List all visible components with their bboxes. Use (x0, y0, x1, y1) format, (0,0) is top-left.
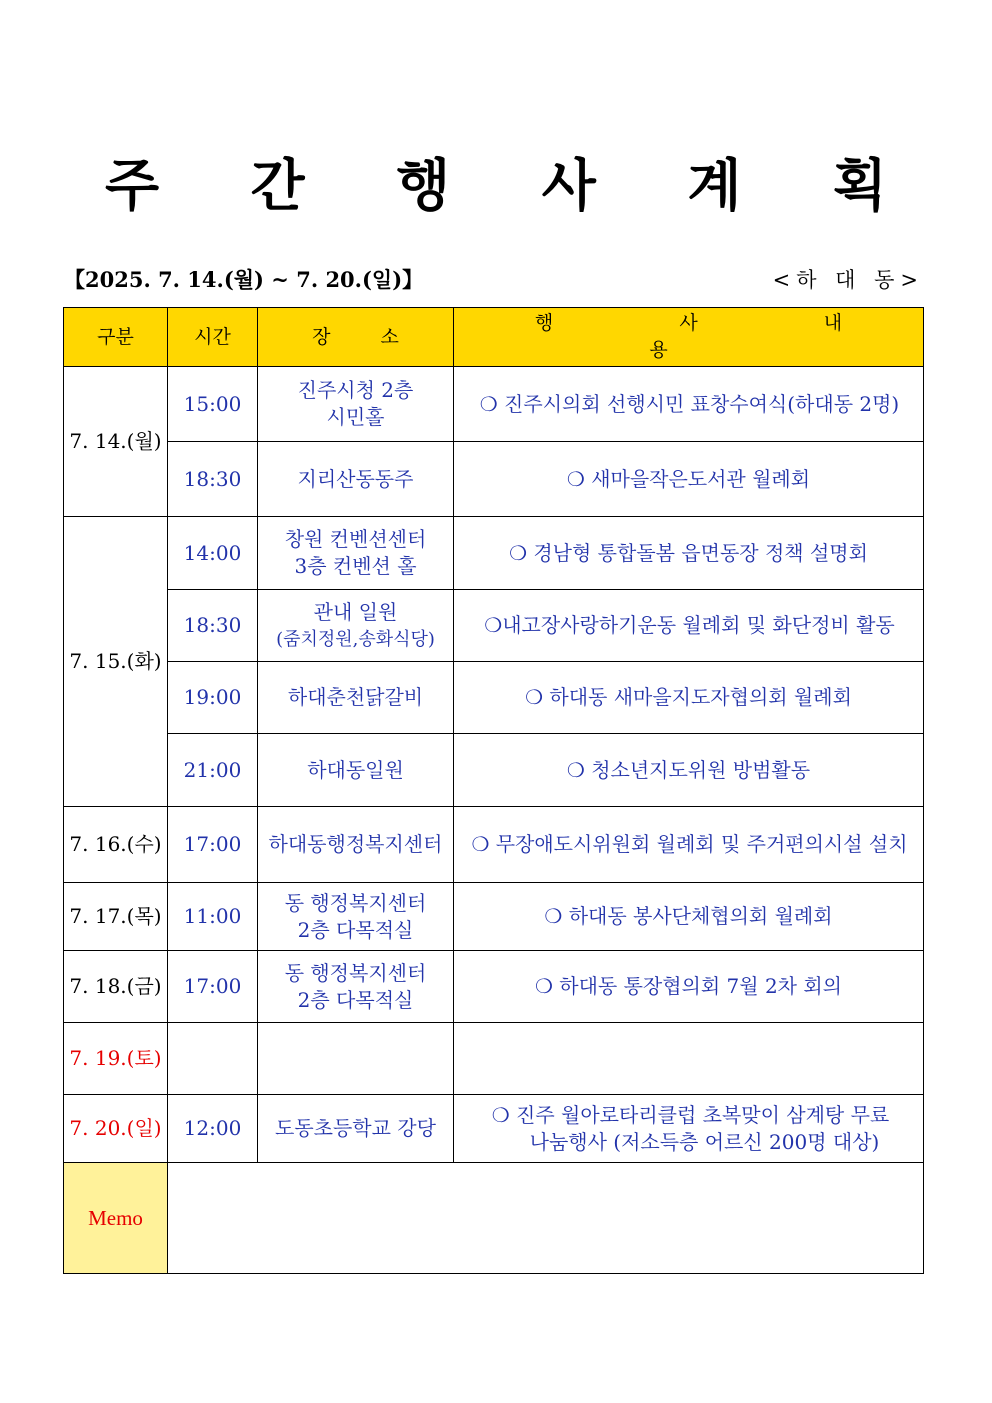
time-cell: 11:00 (168, 883, 258, 951)
day-cell: 7. 16.(수) (64, 807, 168, 883)
place-cell (258, 662, 454, 734)
place-cell (258, 1095, 454, 1163)
place-line: (줌치정원,송화식당) (276, 628, 435, 650)
table-row (64, 734, 924, 807)
place-line: 시민홀 (326, 405, 385, 429)
table-row (64, 807, 924, 883)
time-cell: 19:00 (168, 662, 258, 734)
place-line: 하대춘천닭갈비 (287, 685, 424, 709)
place-line: 2층 다목적실 (297, 917, 414, 942)
content-cell (454, 1095, 924, 1163)
header-time: 시간 (168, 308, 258, 367)
time-cell: 17:00 (168, 951, 258, 1023)
content-cell: ❍ 청소년지도위원 방범활동 (454, 734, 924, 807)
table-row (64, 662, 924, 734)
place-cell (258, 1023, 454, 1095)
content-cell: ❍ 진주시의회 선행시민 표창수여식(하대동 2명) (454, 367, 924, 442)
place-line: 관내 일원 (313, 599, 398, 624)
table-row (64, 442, 924, 517)
table-row (64, 590, 924, 662)
time-cell: 18:30 (168, 590, 258, 662)
place-line: 진주시청 2층 (297, 378, 414, 402)
schedule-table (63, 307, 924, 1274)
header-place: 장 소 (258, 308, 454, 367)
place-cell (258, 807, 454, 883)
time-cell: 14:00 (168, 517, 258, 590)
place-cell (258, 951, 454, 1023)
content-cell: ❍ 새마을작은도서관 월례회 (454, 442, 924, 517)
place-line: 도동초등학교 강당 (275, 1116, 436, 1140)
place-cell (258, 883, 454, 951)
header-content: 행 사 내 용 (454, 308, 924, 367)
place-line: 하대동행정복지센터 (268, 832, 443, 856)
content-cell: ❍ 하대동 새마을지도자협의회 월례회 (454, 662, 924, 734)
day-cell: 7. 15.(화) (64, 517, 168, 807)
table-row (64, 517, 924, 590)
table-row (64, 951, 924, 1023)
content-cell: ❍내고장사랑하기운동 월례회 및 화단정비 활동 (454, 590, 924, 662)
day-cell: 7. 19.(토) (64, 1023, 168, 1095)
page-title: 주 간 행 사 계 획 (104, 154, 924, 219)
table-row (64, 883, 924, 951)
place-line: 창원 컨벤션센터 (284, 527, 427, 551)
place-line: 동 행정복지센터 (284, 960, 427, 985)
day-cell: 7. 17.(목) (64, 883, 168, 951)
time-cell: 18:30 (168, 442, 258, 517)
day-cell: 7. 18.(금) (64, 951, 168, 1023)
header-day: 구분 (64, 308, 168, 367)
memo-row (64, 1163, 924, 1274)
place-cell (258, 442, 454, 517)
place-line: 3층 컨벤션 홀 (294, 554, 417, 578)
day-cell: 7. 20.(일) (64, 1095, 168, 1163)
place-cell (258, 590, 454, 662)
place-cell (258, 517, 454, 590)
table-row (64, 1095, 924, 1163)
day-cell: 7. 14.(월) (64, 367, 168, 517)
date-range: 【2025. 7. 14.(월) ~ 7. 20.(일)】 (64, 267, 424, 292)
place-cell (258, 367, 454, 442)
place-line: 동 행정복지센터 (284, 890, 427, 915)
content-cell (454, 1023, 924, 1095)
time-cell: 15:00 (168, 367, 258, 442)
header-row (64, 308, 924, 367)
place-cell (258, 734, 454, 807)
content-cell: ❍ 하대동 봉사단체협의회 월례회 (454, 883, 924, 951)
district-label: <하 대 동> (772, 268, 924, 292)
content-line: ❍ 진주 월아로타리클럽 초복맞이 삼계탕 무료 (491, 1102, 890, 1127)
place-line: 2층 다목적실 (297, 987, 414, 1012)
content-cell: ❍ 하대동 통장협의회 7월 2차 회의 (454, 951, 924, 1023)
time-cell: 17:00 (168, 807, 258, 883)
memo-label: Memo (64, 1163, 168, 1274)
table-row (64, 367, 924, 442)
content-cell: ❍ 경남형 통합돌봄 읍면동장 정책 설명회 (454, 517, 924, 590)
time-cell (168, 1023, 258, 1095)
place-line: 지리산동동주 (297, 466, 414, 491)
content-cell: ❍ 무장애도시위원회 월례회 및 주거편의시설 설치 (454, 807, 924, 883)
time-cell: 12:00 (168, 1095, 258, 1163)
time-cell: 21:00 (168, 734, 258, 807)
place-line: 하대동일원 (307, 757, 404, 782)
table-row (64, 1023, 924, 1095)
memo-area[interactable] (168, 1163, 924, 1274)
content-line: 나눔행사 (저소득층 어르신 200명 대상) (529, 1129, 880, 1154)
